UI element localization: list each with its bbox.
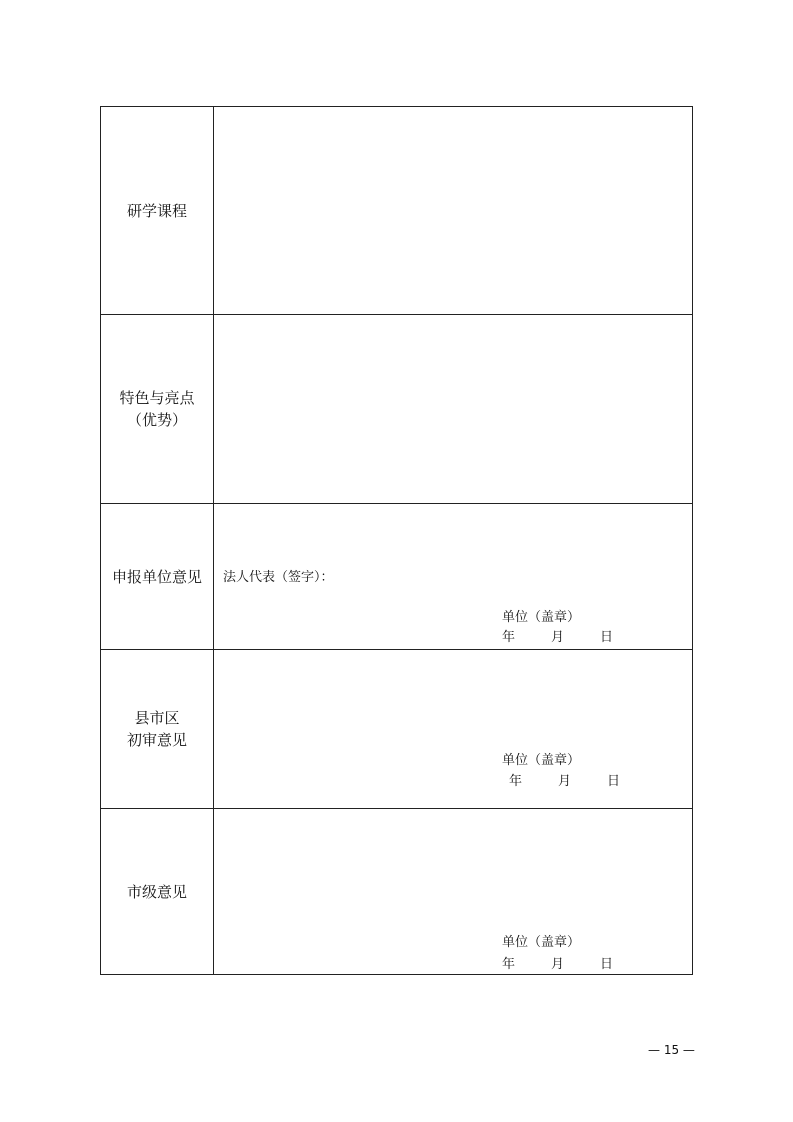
unit-seal-label: 单位（盖章） [502, 753, 581, 768]
label-study-course: 研学课程 [126, 201, 187, 220]
row-features-highlights [101, 315, 692, 504]
date-day-label: 日 [600, 630, 614, 645]
date-month-label: 月 [551, 630, 565, 645]
row-applicant-opinion [101, 504, 692, 650]
date-day-label: 日 [607, 774, 621, 789]
study-course-input-area[interactable] [214, 107, 692, 314]
city-opinion-input-area[interactable] [214, 809, 692, 974]
legal-rep-signature-label: 法人代表（签字）： [223, 570, 334, 585]
label-county-line1: 县市区 [134, 709, 180, 727]
date-year-label: 年 [509, 774, 523, 789]
label-city-opinion: 市级意见 [126, 882, 187, 901]
date-year-label: 年 [502, 957, 516, 972]
unit-seal-label: 单位（盖章） [502, 935, 581, 950]
page-number: — 15 — [648, 1043, 695, 1057]
date-day-label: 日 [600, 957, 614, 972]
label-cell-features [101, 315, 214, 503]
label-cell-applicant-opinion [101, 504, 214, 649]
label-features-line1: 特色与亮点 [119, 389, 195, 407]
unit-seal-label: 单位（盖章） [502, 610, 581, 625]
row-city-opinion [101, 809, 692, 974]
label-cell-city-opinion [101, 809, 214, 974]
row-study-course [101, 107, 692, 315]
label-county-line2: 初审意见 [126, 731, 187, 749]
label-cell-county-review [101, 650, 214, 808]
applicant-opinion-input-area[interactable] [214, 504, 692, 649]
label-features-line2: （优势） [126, 411, 187, 429]
label-cell-study-course [101, 107, 214, 314]
row-county-review [101, 650, 692, 809]
date-year-label: 年 [502, 630, 516, 645]
county-review-input-area[interactable] [214, 650, 692, 808]
application-form-table [100, 106, 693, 975]
date-month-label: 月 [551, 957, 565, 972]
features-input-area[interactable] [214, 315, 692, 503]
label-applicant-opinion: 申报单位意见 [111, 567, 202, 586]
date-month-label: 月 [558, 774, 572, 789]
